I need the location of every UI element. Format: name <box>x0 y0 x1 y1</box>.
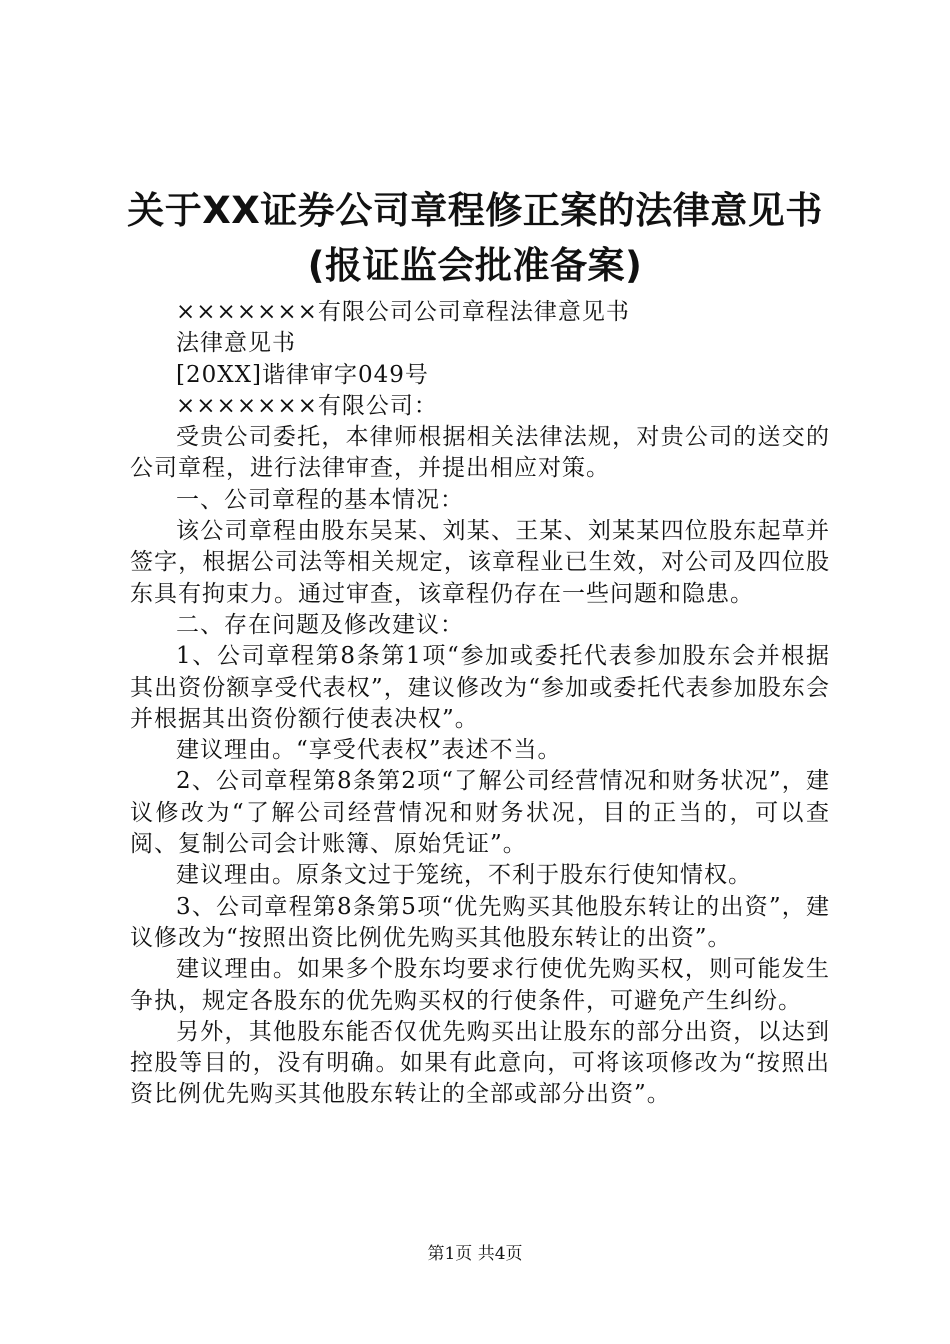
paragraph: [20XX]谐律审字049号 <box>176 361 429 388</box>
document-body <box>130 297 830 1111</box>
section-heading: 一、公司章程的基本情况： <box>176 486 464 513</box>
paragraph: 2、公司章程第8条第2项“了解公司经营情况和财务状况”，建议修改为“了解公司经营情况和财务状况，目的正当的，可以查阅、复制公司会计账簿、原始凭证”。 <box>130 768 830 858</box>
paragraph: 建议理由。如果多个股东均要求行使优先购买权，则可能发生争执，规定各股东的优先购买权的行使条件，可避免产生纠纷。 <box>130 956 830 1014</box>
paragraph: ×××××××有限公司公司章程法律意见书 <box>176 299 630 325</box>
paragraph: 该公司章程由股东吴某、刘某、王某、刘某某四位股东起草并签字，根据公司法等相关规定，该章程业已生效，对公司及四位股东具有拘束力。通过审查，该章程仍存在一些问题和隐患。 <box>130 518 830 607</box>
paragraph: 受贵公司委托，本律师根据相关法律法规，对贵公司的送交的公司章程，进行法律审查，并提出相应对策。 <box>130 424 830 482</box>
paragraph: 3、公司章程第8条第5项“优先购买其他股东转让的出资”，建议修改为“按照出资比例优先购买其他股东转让的出资”。 <box>130 893 830 951</box>
paragraph: ×××××××有限公司： <box>176 392 438 419</box>
paragraph: 建议理由。原条文过于笼统，不利于股东行使知情权。 <box>176 862 752 889</box>
paragraph: 1、公司章程第8条第1项“参加或委托代表参加股东会并根据其出资份额享受代表权”，建议修改为“参加或委托代表参加股东会并根据其出资份额行使表决权”。 <box>130 643 830 732</box>
paragraph: 建议理由。“享受代表权”表述不当。 <box>176 737 562 764</box>
paragraph: 另外，其他股东能否仅优先购买出让股东的部分出资，以达到控股等目的，没有明确。如果有此意向，可将该项修改为“按照出资比例优先购买其他股东转让的全部或部分出资”。 <box>130 1018 830 1108</box>
paragraph: 法律意见书 <box>176 330 296 357</box>
page-footer: 第1页 共4页 <box>427 1244 523 1264</box>
section-heading: 二、存在问题及修改建议： <box>176 611 464 638</box>
document-title: 关于XX证券公司章程修正案的法律意见书(报证监会批准备案) <box>127 189 823 287</box>
